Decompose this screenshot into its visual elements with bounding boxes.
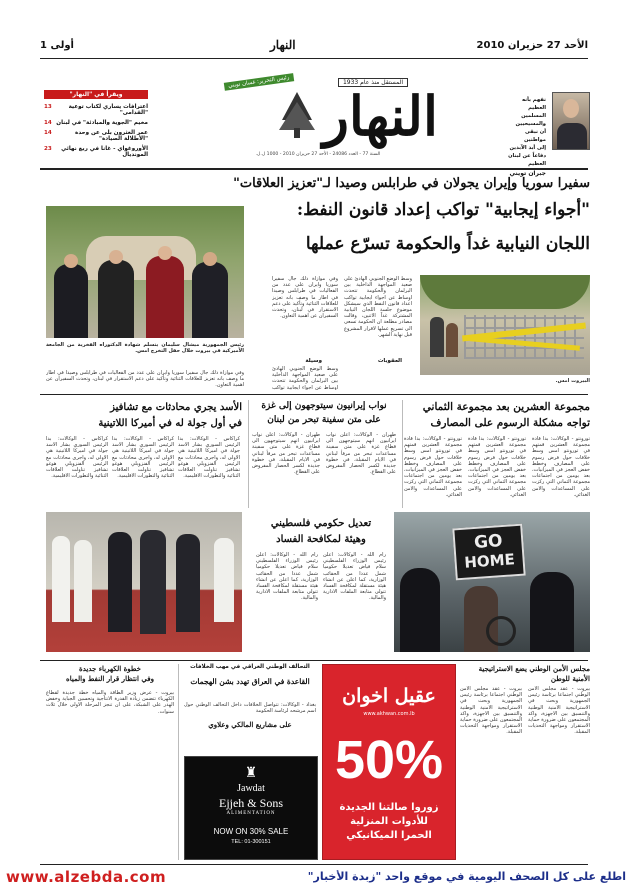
index-title: ويقرأ في "النهار" <box>44 90 148 99</box>
graduate-figure <box>192 262 228 338</box>
masthead-badge: رئيس التحرير: غسان تويني <box>224 73 294 91</box>
guard-photo <box>46 512 242 652</box>
index-item <box>44 146 148 158</box>
masthead-tagline: المستقل منذ عام 1933 <box>338 78 408 87</box>
protest-sign-line-1: GO <box>473 531 504 553</box>
main-body-col2-b: وسط الوضع الجنوبي الهادئ على صعيد المواجهة الداخلية بين البرلمان والحكومة تتحدث اوساط عن اجواء ايجابية تواكب <box>272 366 338 390</box>
index-item-text: عمر العثرون بلى عن وحدة "الأطلالة الصيادة" <box>75 130 148 142</box>
gaza-headline-2: على متن سفينة تبحر من لبنان <box>267 415 381 425</box>
main-body-col2: وفي موازاة ذلك جال سفيرا سوريا وايران على عدد من الفعاليات في طرابلس وصيدا في اطار ما وصف بانه تعزيز للعلاقات الثنائية وتأكيد على دعم الاستقرار في لبنان، وتحدث السفيران عن اهمية التعاون. <box>272 276 338 320</box>
graduate-face <box>158 246 172 260</box>
graduate-face <box>203 252 217 266</box>
bottom-right-body-col2: بيروت - عقد مجلس الامن الوطني اجتماعا برئاسة رئيس الجمهورية وبحث في الاستراتيجية الامنية الوطنية والتنسيق بين الاجهزة، واكد المجتمعون على ضرورة حماية الاستقرار ومواجهة التحديات المقبلة. <box>460 686 522 736</box>
aqeel-brand: عقيل اخوان <box>342 685 436 707</box>
main-headline-1: "أجواء إيجابية" تواكب إعداد قانون النفط: <box>296 200 590 220</box>
g20-body-col2: تورونتو - الوكالات: بدأ قادة مجموعة العشرين قمتهم في تورونتو امس وسط خلافات حول فرض رسوم على المصارف وخطط خفض العجز في الميزانيات، بعد يومين من اجتماعات مجموعة الثماني التي ركزت على المساعدات والامن الغذائي. <box>468 436 526 498</box>
jawdat-brand-2: Ejjeh & Sons <box>218 796 283 810</box>
index-item-page: 13 <box>44 104 52 110</box>
quote-text <box>506 96 546 178</box>
index-item-text: اعترافات يساري لكتاب توعية "القدامى" <box>68 104 148 116</box>
protest-photo <box>394 512 590 652</box>
top-section: أولى 1 <box>40 40 74 51</box>
assad-headline-2: في أول جولة له في أميركا اللاتينية <box>98 418 242 429</box>
quote-line: إلى أبد الآبدين <box>509 145 546 151</box>
main-photo-caption: البيروت أمس. <box>555 378 590 384</box>
graduate-figure-red <box>146 256 184 338</box>
portrait-head <box>563 99 579 118</box>
aqeel-line-3: الحمرا الميكانيكي <box>346 830 432 841</box>
aqeel-web: www.akhwan.com.lb <box>363 711 415 717</box>
section-rule-1 <box>40 394 588 395</box>
aqeel-ad[interactable] <box>322 664 456 860</box>
guard-figure <box>52 536 70 622</box>
main-headline-2: اللجان النيابية غداً والحكومة تسرّع عملها <box>305 234 590 254</box>
quote-photo <box>552 92 590 150</box>
iraq-headline-2: على مشاريع المالكي وعلاوي <box>208 720 292 729</box>
graduate-figure <box>54 264 88 338</box>
assad-body-col2: كراكاس - الوكالات: بدأ الرئيس السوري بشار الاسد جولة في اميركا اللاتينية هي الاولى له، واجرى محادثات مع الرئيس الفنزويلي هوغو تشافيز تناولت العلاقات الثنائية والتطورات الاقليمية. <box>112 436 174 480</box>
masthead-logo: النهار <box>322 84 438 148</box>
official-figure <box>108 532 132 632</box>
main-section-label: العقوبات <box>377 358 402 364</box>
g20-headline-2: تواجه مشكلة الرسوم على المصارف <box>430 417 590 429</box>
main-body-col1: وسط الوضع الجنوبي الهادئ على صعيد المواجهة الداخلية بين البرلمان والحكومة تتحدث اوساط عن اجواء ايجابية تواكب اعداد قانون النفط الذي سيشكل موضوع جلسة اللجان النيابية المشتركة غداً الاثنين، وقالت مصادر مطلعة ان الحكومة تسعى الى تسريع عملها لاقرار المشروع قبل نهاية الشهر. <box>344 276 412 338</box>
index-box <box>44 90 148 162</box>
aqeel-percent: 50% <box>334 730 444 790</box>
index-item <box>44 130 148 142</box>
col-divider <box>178 664 179 860</box>
top-paper-name: النهار <box>270 38 296 52</box>
guard-figure <box>74 540 92 622</box>
electricity-headline-2: وفي انتظار قرار النفط والمياه <box>66 674 154 683</box>
bottom-rule <box>40 864 588 865</box>
police-figure <box>400 568 440 652</box>
palestine-body-col2: رام الله - الوكالات: اعلن رئيس الوزراء الفلسطيني سلام فياض تعديلا حكوميا شمل عددا من الحقائب الوزارية، كما اعلن عن انشاء هيئة مستقلة لمكافحة الفساد تتولى متابعة الملفات الادارية والمالية. <box>256 552 318 602</box>
protest-sign <box>452 524 525 581</box>
quote-line: المسلمين والمسيحيين <box>515 113 546 127</box>
assad-body-col1: كراكاس - الوكالات: بدأ الرئيس السوري بشار الاسد جولة في اميركا اللاتينية هي الاولى له، واجرى محادثات مع الرئيس الفنزويلي هوغو تشافيز تناولت العلاقات الثنائية والتطورات الاقليمية. <box>46 436 108 480</box>
index-item <box>44 120 148 126</box>
col-divider <box>248 400 249 508</box>
quote-line: دفاعاً عن لبنان العظيم <box>508 153 546 167</box>
jawdat-ad[interactable] <box>184 756 318 860</box>
bottom-right-headline: مجلس الأمن الوطني يضع الاستراتيجية الأمنية للوطن <box>478 664 590 683</box>
assad-body-col3: كراكاس - الوكالات: بدأ الرئيس السوري بشار الاسد جولة في اميركا اللاتينية هي الاولى له، واجرى محادثات مع الرئيس الفنزويلي هوغو تشافيز تناولت العلاقات الثنائية والتطورات الاقليمية. <box>178 436 240 480</box>
graduate-face <box>64 254 78 268</box>
section-rule-2 <box>40 660 588 661</box>
g20-headline-1: مجموعة العشرين بعد مجموعة الثماني <box>422 401 590 413</box>
index-item-page: 23 <box>44 146 52 152</box>
assad-headline-1: الأسد يجري محادثات مع تشافيز <box>110 402 242 413</box>
graduation-photo <box>46 206 244 338</box>
official-figure <box>140 530 166 634</box>
iraq-kicker: التحالف الوطني العراقي في مهب الخلافات <box>190 664 310 670</box>
masthead-meta: السنة 77 - العدد 24086 - الأحد 27 حزيران 2010 - 1000 ل.ل. <box>255 152 381 157</box>
g20-body-col3: تورونتو - الوكالات: بدأ قادة مجموعة العشرين قمتهم في تورونتو امس وسط خلافات حول فرض رسوم على المصارف وخطط خفض العجز في الميزانيات، بعد يومين من اجتماعات مجموعة الثماني التي ركزت على المساعدات والامن الغذائي. <box>404 436 462 498</box>
index-item-page: 14 <box>44 130 52 136</box>
iraq-body: بغداد - الوكالات: تتواصل الخلافات داخل التحالف الوطني حول اسم مرشحه لرئاسة الحكومة <box>184 702 316 715</box>
electricity-body: بيروت - عرض وزير الطاقة والمياه خطة جديدة لقطاع الكهرباء تتضمن زيادة القدرة الانتاجية وتحسين الجباية وخفض الهدر على الشبكة، على ان تنجز المرحلة الاولى خلال ثلاث سنوات. <box>46 690 174 715</box>
protest-sign-line-2: HOME <box>463 550 516 572</box>
electricity-headline-1: خطوة الكهرباء جديدة <box>79 664 141 673</box>
top-date: الأحد 27 حزيران 2010 <box>476 40 588 51</box>
masthead-rule <box>40 168 588 170</box>
jawdat-logo-icon: ♜ <box>244 766 258 781</box>
bottom-right-body-col1: بيروت - عقد مجلس الامن الوطني اجتماعا برئاسة رئيس الجمهورية وبحث في الاستراتيجية الامنية الوطنية والتنسيق بين الاجهزة، واكد المجتمعون على ضرورة حماية الاستقرار ومواجهة التحديات المقبلة. <box>528 686 590 736</box>
jawdat-brand-1: Jawdat <box>237 783 265 794</box>
aqeel-line-2: للأدوات المنزلية <box>350 816 428 827</box>
graduate-figure <box>98 260 134 338</box>
footer-url[interactable]: www.alzebda.com <box>6 868 167 886</box>
aqeel-line-1: زوروا صالتنا الجديدة <box>339 802 439 813</box>
graduate-face <box>109 250 123 264</box>
palestine-body-col1: رام الله - الوكالات: اعلن رئيس الوزراء الفلسطيني سلام فياض تعديلا حكوميا شمل عددا من الحقائب الوزارية، كما اعلن عن انشاء هيئة مستقلة لمكافحة الفساد تتولى متابعة الملفات الادارية والمالية. <box>323 552 386 602</box>
tree-canopy <box>420 275 590 309</box>
iraq-headline-1: القاعدة في العراق تهدد بشن الهجمات <box>190 677 310 686</box>
gaza-body-col1: طهران - الوكالات: اعلن نواب ايرانيون انهم سيتوجهون الى قطاع غزة على متن سفينة مساعدات تبحر من مرفأ لبناني في الايام المقبلة، في خطوة جديدة لكسر الحصار المفروض على القطاع. <box>326 432 396 476</box>
col-divider <box>402 400 403 508</box>
palestine-headline-2: وهيئة لمكافحة الفساد <box>276 534 366 545</box>
g20-body-col1: تورونتو - الوكالات: بدأ قادة مجموعة العشرين قمتهم في تورونتو امس وسط خلافات حول فرض رسوم على المصارف وخطط خفض العجز في الميزانيات، بعد يومين من اجتماعات مجموعة الثماني التي ركزت على المساعدات والامن الغذائي. <box>532 436 590 498</box>
cedar-emblem <box>278 90 316 140</box>
main-kicker: سفيرا سوريا وإيران يجولان في طرابلس وصيدا لـ"تعزيز العلاقات" <box>233 176 590 191</box>
bicycle-wheel <box>486 616 516 646</box>
main-section-label-2: وسيلة <box>305 358 322 364</box>
quote-line: نفهم بأنه العظيم <box>522 97 546 111</box>
jawdat-tag: ALIMENTATION <box>226 811 276 816</box>
crowd-figure <box>430 317 444 357</box>
official-figure <box>176 534 200 632</box>
jawdat-tel: TEL: 01-300151 <box>231 839 271 845</box>
index-item-text: الأوروغواي - غانا في ربع نهائي المونديال <box>61 146 148 158</box>
graduation-caption: رئيس الجمهورية ميشال سليمان يتسلم شهادة الدكتوراه الفخرية من الجامعة الأميركية في بيروت خلال حفل التخرج امس. <box>46 342 244 355</box>
portrait-body <box>557 123 587 149</box>
gaza-body-col2: طهران - الوكالات: اعلن نواب ايرانيون انهم سيتوجهون الى قطاع غزة على متن سفينة مساعدات تبحر من مرفأ لبناني في الايام المقبلة، في خطوة جديدة لكسر الحصار المفروض على القطاع. <box>252 432 320 476</box>
graduation-body: وفي موازاة ذلك جال سفيرا سوريا وايران على عدد من الفعاليات في طرابلس وصيدا في اطار ما وصف بانه تعزيز للعلاقات الثنائية وتأكيد على دعم الاستقرار في لبنان، وتحدث السفيران عن اهمية التعاون. <box>46 370 244 389</box>
quote-line: أن نبقى مواطنين <box>523 129 546 143</box>
guard-figure <box>214 538 234 622</box>
jawdat-sale: NOW ON 30% SALE <box>213 827 289 836</box>
index-item-text: مخيم "الجوية والمبادئة" في لبنان <box>56 120 148 126</box>
top-bar <box>40 38 588 54</box>
police-figure <box>530 572 574 652</box>
footer-promo: اطلع على كل الصحف اليومية في موقع واحد "زبدة الأخبار" <box>307 870 626 883</box>
gaza-headline-1: نواب إيرانيون سيتوجهون إلى غزة <box>261 401 387 411</box>
top-rule <box>40 58 588 59</box>
index-item <box>44 104 148 116</box>
crowd-figure <box>446 323 458 357</box>
masthead <box>178 74 458 164</box>
quote-author: جبران تويني <box>509 170 546 177</box>
main-photo <box>420 275 590 375</box>
index-item-page: 14 <box>44 120 52 126</box>
palestine-headline-1: تعديل حكومي فلسطيني <box>270 518 372 529</box>
